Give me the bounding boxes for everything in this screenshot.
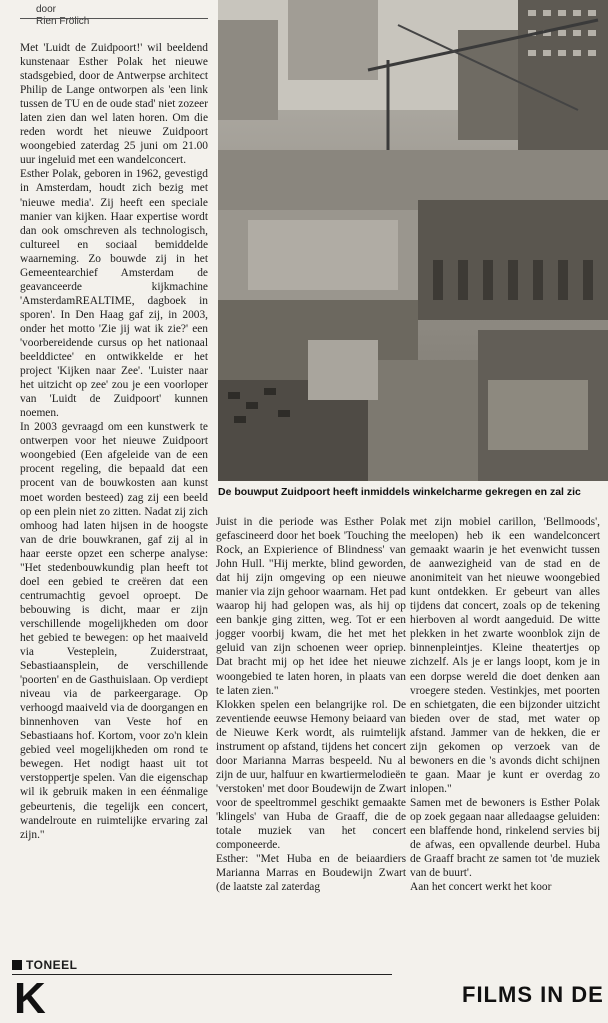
byline-prefix: door <box>36 4 57 15</box>
crane-icon <box>218 0 608 481</box>
paragraph: met zijn mobiel carillon, 'Bellmoods', meelopen) heb ik een wandelconcert gemaakt waarin je het evenwicht tussen de aanwezigheid van de stad en de anonimiteit van het nieuwe woongebied kunt ontdekken. Er gebeurt van alles tijdens dat concert, zoals op de tekening hierboven al wordt aangeduid. De witte plekken in het zwarte woonblok zijn de binnenpleintjes. Kleine theatertjes op zichzelf. Als je er langs loopt, kom je in een dorpse wereld die doet denken aan vroegere steden. Vestinkjes, met poorten en schietgaten, die een bijzonder uitzicht bieden over de stad, met water op afstand. Jammer van de hekken, die er zijn gekomen op verzoek van de bewoners en die 's avonds dicht schijnen te gaan. Maar je kunt er overdag zo inlopen." <box>410 516 600 795</box>
byline-author: Rien Frölich <box>36 16 90 27</box>
section-square-icon <box>12 960 22 970</box>
section-label: TONEEL <box>26 958 78 972</box>
article-column-3 <box>410 515 600 894</box>
construction-photo <box>218 0 608 481</box>
next-section-label: FILMS IN DE <box>462 982 604 1007</box>
article-column-1 <box>20 41 208 842</box>
paragraph: Esther Polak, geboren in 1962, gevestigd in Amsterdam, houdt zich bezig met 'nieuwe media'. Zij heeft een speciale manier van kijken. Haar expertise wordt dan ook omschreven als technologisch, cultureel en sociaal bemiddelde waarneming. Zo bouwde zij in het Gemeentearchief Amsterdam de geavanceerde kijkmachine 'AmsterdamREALTIME, dagboek in sporen'. In Den Haag gaf zij, in 2003, onder het motto 'Zie jij wat ik zie?' een 'voorbereidende cursus op het nationaal beelddictee' en ontwikkelde er het project 'Kijken naar Zee'. 'Luister naar het uitzicht op zee' zou je een voorloper van 'Luidt de Zuidpoort' kunnen noemen. <box>20 168 208 420</box>
photo-caption: De bouwput Zuidpoort heeft inmiddels winkelcharme gekregen en zal zic <box>218 486 581 498</box>
next-article-headline: K <box>14 974 46 1023</box>
paragraph: Esther: "Met Huba en de beiaardiers Marianna Marras en Boudewijn Zwart (de laatste zal zaterdag <box>216 853 406 894</box>
paragraph: Aan het concert werkt het koor <box>410 881 552 894</box>
section-rule <box>12 974 392 975</box>
section-header <box>12 958 77 972</box>
paragraph: Klokken spelen een belangrijke rol. De zeventiende eeuwse Hemony beiaard van de Nieuwe Kerk wordt, als ruimtelijk instrument op afstand, tijdens het concert door Marianna Marras bespeeld. Nu al zijn de uur, halfuur en kwartiermelodieën 'verstoken' met door Boudewijn de Zwart voor de speeltrommel geschikt gemaakte 'klingels' van Huba de Graaff, die de totale muziek van het concert componeerde. <box>216 698 406 852</box>
article-column-2 <box>216 515 406 894</box>
paragraph: In 2003 gevraagd om een kunstwerk te ontwerpen voor het nieuwe Zuidpoort woongebied (Een afgeleide van de een procent regeling, die bepaald dat een procent van de bouwkosten aan kunst moet worden besteed) zag zij een beeld op een plein niet zo zitten. Nadat zij zich omhoog had laten hijsen in de hoogste van de drie bouwkranen, gaf zij al in haar eerste opzet een scherpe analyse: "Het stedenbouwkundig plan heeft tot doel een gebied te creëren dat een centrumachtig gevoel oproept. De bebouwing is dicht, maar er zijn verschillende mogelijkheden om door het gebied te bewegen: op het maaiveld via Vesteplein, Zuiderstraat, Sebastiaansplein, de verschillende 'poorten' en de Gasthuislaan. Op verdiept niveau via de parkeergarage. Op verhoogd maaiveld via de doorgangen en binnenhoven van Veste hof en Sebastiaans hof. Kortom, voor zo'n klein gebied veel mogelijkheden om rond te bewegen. Het nodigt haast uit tot verstoppertje spelen. Van die eigenschap wil ik gebruik maken in een éénmalige gebeurtenis, die tegelijk een concert, wandelroute en ruimtelijke ervaring zal zijn." <box>20 421 208 841</box>
paragraph: Samen met de bewoners is Esther Polak op zoek gegaan naar alledaagse geluiden: een blaffende hond, rinkelend servies bij de afwas, een opvallende deurbel. Huba de Graaff bracht ze samen tot 'de muziek van de buurt'. <box>410 796 600 880</box>
paragraph: Juist in die periode was Esther Polak gefascineerd door het boek 'Touching the Rock, an Expierience of Blindness' van John Hull. "Hij merkte, blind geworden, dat hij zijn omgeving op een nieuwe manier via zijn gehoor waarnam. Het pad waarop hij had gelopen was, als hij op een bankje ging zitten, weg. Tot er een jogger voorbij kwam, die het met het geluid van zijn schoenen weer opriep. Dat bracht mij op het idee het nieuwe woongebied te laten horen, in plaats van te laten zien." <box>216 516 406 697</box>
byline-rule <box>20 18 208 19</box>
paragraph: Met 'Luidt de Zuidpoort!' wil beeldend kunstenaar Esther Polak het nieuwe stadsgebied, door de Antwerpse architect Philip de Lange ontworpen als 'een link tussen de TU en de oude stad' niet zozeer laten zien dan wel laten horen. Om die reden wordt het nieuwe Zuidpoort woongebied zaterdag 25 juni om 21.00 uur ingeluid met een wandelconcert. <box>20 42 208 167</box>
byline <box>36 4 89 28</box>
